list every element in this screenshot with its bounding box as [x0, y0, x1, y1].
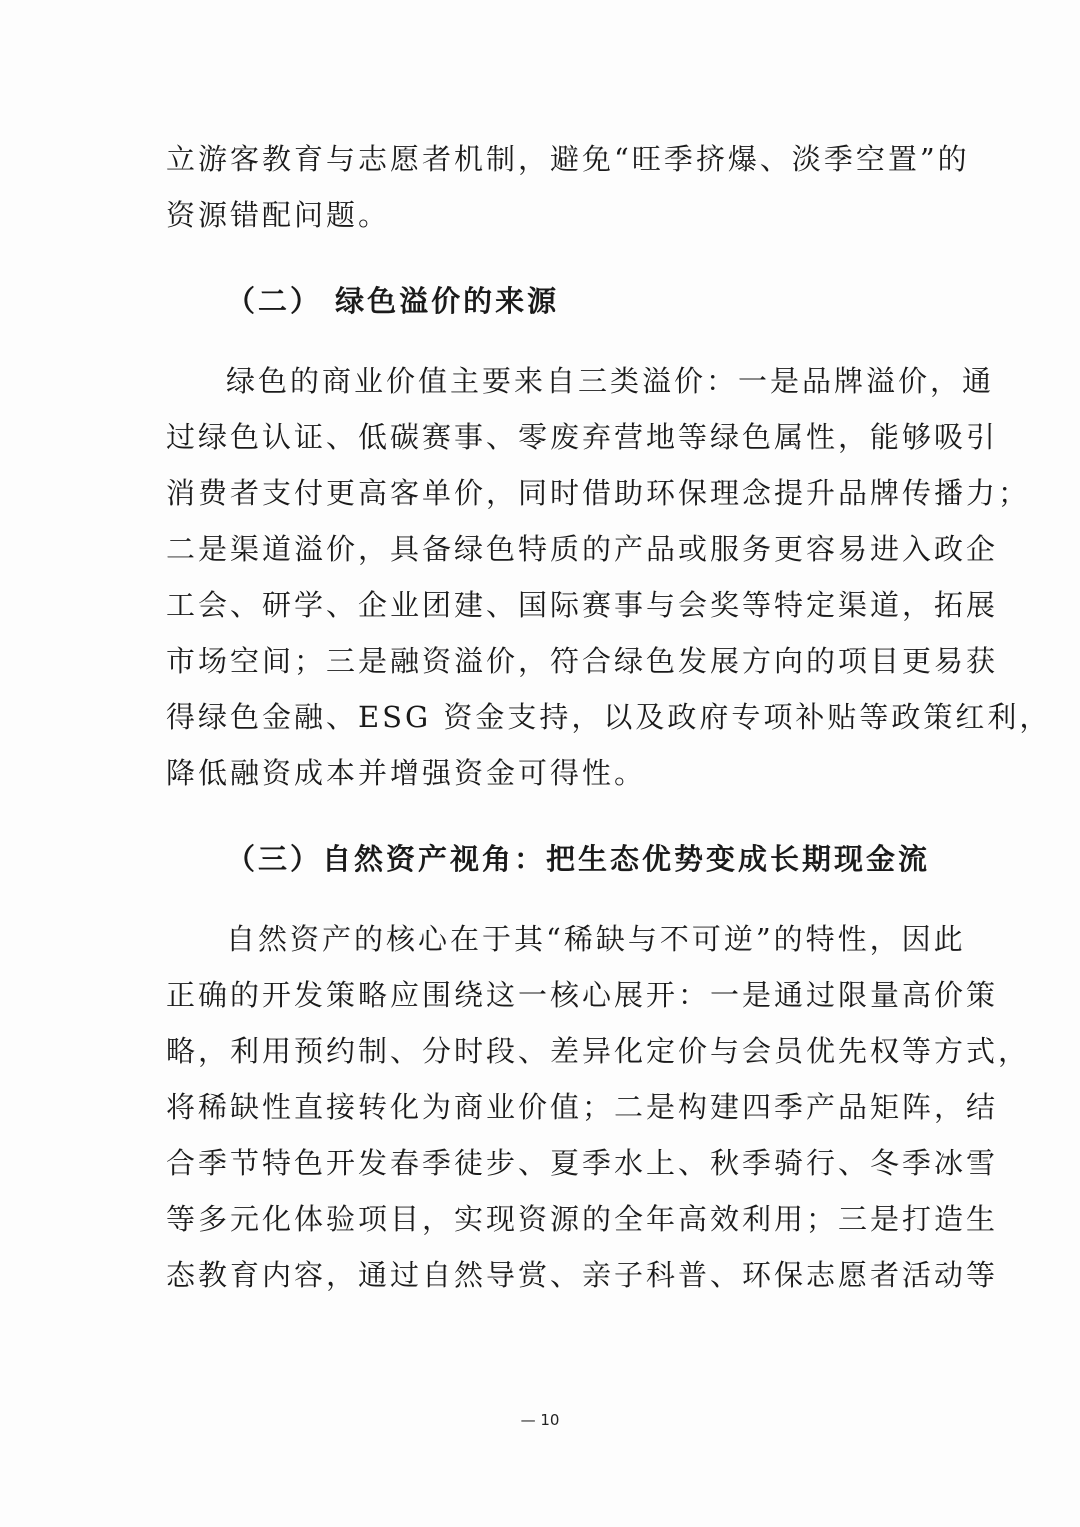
paragraph-line: 将稀缺性直接转化为商业价值；二是构建四季产品矩阵，结	[166, 1090, 999, 1124]
paragraph-line: 合季节特色开发春季徒步、夏季水上、秋季骑行、冬季冰雪	[166, 1146, 999, 1180]
paragraph-line: 略，利用预约制、分时段、差异化定价与会员优先权等方式，	[166, 1034, 1031, 1068]
paragraph-line: 市场空间；三是融资溢价，符合绿色发展方向的项目更易获	[166, 644, 999, 678]
paragraph-line: 态教育内容，通过自然导赏、亲子科普、环保志愿者活动等	[166, 1258, 999, 1292]
paragraph-line: 绿色的商业价值主要来自三类溢价：一是品牌溢价，通	[226, 364, 995, 398]
section-heading-3: （三）自然资产视角：把生态优势变成长期现金流	[226, 842, 931, 876]
paragraph-line: 消费者支付更高客单价，同时借助环保理念提升品牌传播力；	[166, 476, 1031, 510]
paragraph-line: 资源错配问题。	[166, 198, 391, 232]
paragraph-line: 过绿色认证、低碳赛事、零废弃营地等绿色属性，能够吸引	[166, 420, 999, 454]
paragraph-line: 自然资产的核心在于其“稀缺与不可逆”的特性，因此	[226, 922, 966, 956]
paragraph-line: 正确的开发策略应围绕这一核心展开：一是通过限量高价策	[166, 978, 999, 1012]
page-number: — 10	[520, 1411, 560, 1429]
paragraph-line: 工会、研学、企业团建、国际赛事与会奖等特定渠道，拓展	[166, 588, 999, 622]
paragraph-line: 降低融资成本并增强资金可得性。	[166, 756, 647, 790]
paragraph-line: 得绿色金融、ESG 资金支持，以及政府专项补贴等政策红利，	[166, 700, 1052, 734]
paragraph-line: 二是渠道溢价，具备绿色特质的产品或服务更容易进入政企	[166, 532, 999, 566]
paragraph-line: 等多元化体验项目，实现资源的全年高效利用；三是打造生	[166, 1202, 999, 1236]
paragraph-line: 立游客教育与志愿者机制，避免“旺季挤爆、淡季空置”的	[166, 142, 970, 176]
section-heading-2: （二） 绿色溢价的来源	[226, 284, 560, 318]
